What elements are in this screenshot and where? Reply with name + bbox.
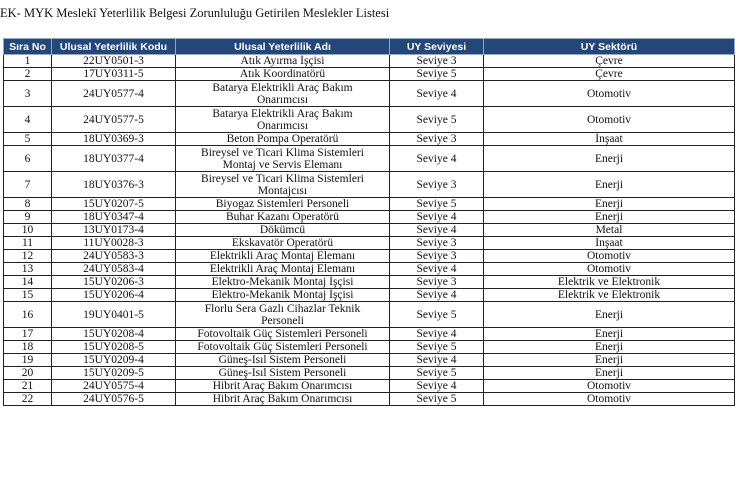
qualification-code-cell: 24UY0583-3 [52,250,176,263]
qualification-name-line: Montajcısı [257,184,308,197]
row-number-cell: 12 [4,250,52,263]
table-row [4,211,735,224]
sector-cell: Enerji [484,354,735,367]
qualification-name-line: Atık Ayırma İşçisi [240,55,325,67]
qualification-name-cell [176,328,390,341]
qualification-name-line: Hibrit Araç Bakım Onarımcısı [212,380,353,392]
qualification-code-cell: 15UY0208-5 [52,341,176,354]
level-cell: Seviye 5 [390,367,484,380]
qualification-name-cell [176,354,390,367]
qualification-name-line: Fotovoltaik Güç Sistemleri Personeli [197,328,368,340]
level-cell: Seviye 4 [390,146,484,172]
qualification-code-cell: 24UY0577-5 [52,107,176,133]
level-cell: Seviye 3 [390,133,484,146]
row-number-cell: 20 [4,367,52,380]
table-row [4,250,735,263]
qualification-name-line: Batarya Elektrikli Araç Bakım [212,81,353,94]
qualification-name-line: Güneş-Isıl Sistem Personeli [218,367,347,379]
table-row [4,198,735,211]
table-row [4,263,735,276]
qualification-name-line: Personeli [261,314,304,327]
level-cell: Seviye 3 [390,250,484,263]
sector-cell: Enerji [484,367,735,380]
qualification-code-cell: 15UY0208-4 [52,328,176,341]
table-row [4,146,735,172]
qualification-name-line: Montaj ve Servis Elemanı [222,158,343,171]
row-number-cell: 15 [4,289,52,302]
qualification-code-cell: 18UY0376-3 [52,172,176,198]
row-number-cell: 16 [4,302,52,328]
sector-cell: Otomotiv [484,380,735,393]
sector-cell: Otomotiv [484,107,735,133]
table-row [4,224,735,237]
level-cell: Seviye 3 [390,172,484,198]
qualification-name-cell [176,380,390,393]
qualification-name-line: Atık Koordinatörü [239,68,326,80]
qualification-code-cell: 18UY0377-4 [52,146,176,172]
qualification-name-cell [176,263,390,276]
sector-cell: Elektrik ve Elektronik [484,289,735,302]
qualification-name-cell [176,367,390,380]
qualification-table [3,38,735,406]
column-header-sector: UY Sektörü [484,39,735,55]
table-header-row [4,39,735,55]
sector-cell: Enerji [484,211,735,224]
qualification-name-line: Güneş-Isıl Sistem Personeli [218,354,347,366]
qualification-code-cell: 15UY0209-5 [52,367,176,380]
qualification-name-cell [176,133,390,146]
qualification-name-cell [176,211,390,224]
level-cell: Seviye 3 [390,55,484,68]
level-cell: Seviye 4 [390,328,484,341]
sector-cell: Çevre [484,68,735,81]
qualification-code-cell: 15UY0207-5 [52,198,176,211]
column-header-code: Ulusal Yeterlilik Kodu [52,39,176,55]
table-row [4,237,735,250]
sector-cell: Metal [484,224,735,237]
qualification-name-cell [176,68,390,81]
qualification-name-cell [176,237,390,250]
table-row [4,289,735,302]
table-row [4,341,735,354]
level-cell: Seviye 5 [390,107,484,133]
row-number-cell: 6 [4,146,52,172]
qualification-name-line: Beton Pompa Operatörü [226,133,339,145]
level-cell: Seviye 4 [390,354,484,367]
table-row [4,367,735,380]
qualification-name-line: Batarya Elektrikli Araç Bakım [212,107,353,120]
qualification-name-line: Elektro-Mekanik Montaj İşçisi [211,289,354,301]
qualification-name-cell [176,250,390,263]
sector-cell: Otomotiv [484,81,735,107]
row-number-cell: 22 [4,393,52,406]
table-row [4,172,735,198]
row-number-cell: 14 [4,276,52,289]
qualification-name-line: Bireysel ve Ticari Klima Sistemleri [201,146,364,159]
qualification-name-line: Bireysel ve Ticari Klima Sistemleri [201,172,364,185]
row-number-cell: 2 [4,68,52,81]
sector-cell: Enerji [484,302,735,328]
row-number-cell: 19 [4,354,52,367]
level-cell: Seviye 4 [390,380,484,393]
table-row [4,380,735,393]
table-row [4,55,735,68]
qualification-name-cell [176,341,390,354]
table-row [4,302,735,328]
table-row [4,393,735,406]
qualification-name-line: Onarımcısı [256,119,309,132]
qualification-name-cell [176,107,390,133]
qualification-name-cell [176,146,390,172]
level-cell: Seviye 5 [390,393,484,406]
qualification-code-cell: 15UY0206-3 [52,276,176,289]
column-header-no: Sıra No [4,39,52,55]
level-cell: Seviye 4 [390,263,484,276]
table-body [4,55,735,406]
sector-cell: Enerji [484,341,735,354]
row-number-cell: 7 [4,172,52,198]
table-row [4,68,735,81]
sector-cell: Çevre [484,55,735,68]
qualification-code-cell: 13UY0173-4 [52,224,176,237]
row-number-cell: 9 [4,211,52,224]
sector-cell: Enerji [484,146,735,172]
level-cell: Seviye 4 [390,289,484,302]
row-number-cell: 21 [4,380,52,393]
qualification-code-cell: 18UY0347-4 [52,211,176,224]
row-number-cell: 1 [4,55,52,68]
row-number-cell: 18 [4,341,52,354]
level-cell: Seviye 3 [390,237,484,250]
qualification-code-cell: 19UY0401-5 [52,302,176,328]
level-cell: Seviye 5 [390,68,484,81]
qualification-name-cell [176,198,390,211]
qualification-name-line: Elektrikli Araç Montaj Elemanı [209,263,356,275]
row-number-cell: 10 [4,224,52,237]
qualification-code-cell: 24UY0583-4 [52,263,176,276]
sector-cell: Otomotiv [484,263,735,276]
column-header-level: UY Seviyesi [390,39,484,55]
qualification-name-line: Onarımcısı [256,93,309,106]
qualification-name-cell [176,289,390,302]
table-row [4,354,735,367]
level-cell: Seviye 4 [390,81,484,107]
row-number-cell: 4 [4,107,52,133]
qualification-code-cell: 15UY0209-4 [52,354,176,367]
table-row [4,276,735,289]
level-cell: Seviye 4 [390,224,484,237]
sector-cell: Otomotiv [484,250,735,263]
row-number-cell: 3 [4,81,52,107]
qualification-code-cell: 22UY0501-3 [52,55,176,68]
table-row [4,328,735,341]
qualification-code-cell: 11UY0028-3 [52,237,176,250]
table-row [4,107,735,133]
qualification-name-cell [176,224,390,237]
row-number-cell: 17 [4,328,52,341]
qualification-name-cell [176,302,390,328]
level-cell: Seviye 4 [390,211,484,224]
qualification-name-cell [176,276,390,289]
qualification-code-cell: 15UY0206-4 [52,289,176,302]
qualification-code-cell: 17UY0311-5 [52,68,176,81]
qualification-code-cell: 24UY0577-4 [52,81,176,107]
qualification-name-line: Fotovoltaik Güç Sistemleri Personeli [197,341,368,353]
qualification-name-line: Buhar Kazanı Operatörü [225,211,340,223]
qualification-code-cell: 24UY0576-5 [52,393,176,406]
level-cell: Seviye 5 [390,198,484,211]
page-title: EK- MYK Meslekî Yeterlilik Belgesi Zorunluluğu Getirilen Meslekler Listesi [0,6,390,20]
qualification-name-cell [176,55,390,68]
row-number-cell: 11 [4,237,52,250]
sector-cell: Enerji [484,198,735,211]
table-row [4,133,735,146]
qualification-name-line: Elektrikli Araç Montaj Elemanı [209,250,356,262]
qualification-code-cell: 24UY0575-4 [52,380,176,393]
sector-cell: İnşaat [484,237,735,250]
qualification-name-line: Dökümcü [259,224,306,236]
sector-cell: İnşaat [484,133,735,146]
column-header-name: Ulusal Yeterlilik Adı [176,39,390,55]
sector-cell: Otomotiv [484,393,735,406]
level-cell: Seviye 5 [390,302,484,328]
level-cell: Seviye 3 [390,276,484,289]
row-number-cell: 13 [4,263,52,276]
qualification-name-cell [176,172,390,198]
table-row [4,81,735,107]
sector-cell: Enerji [484,328,735,341]
qualification-name-line: Florlu Sera Gazlı Cihazlar Teknik [204,302,361,315]
qualification-name-cell [176,81,390,107]
row-number-cell: 5 [4,133,52,146]
row-number-cell: 8 [4,198,52,211]
qualification-name-line: Elektro-Mekanik Montaj İşçisi [211,276,354,288]
qualification-name-line: Ekskavatör Operatörü [231,237,334,249]
qualification-code-cell: 18UY0369-3 [52,133,176,146]
level-cell: Seviye 5 [390,341,484,354]
qualification-name-line: Hibrit Araç Bakım Onarımcısı [212,393,353,405]
sector-cell: Elektrik ve Elektronik [484,276,735,289]
qualification-name-cell [176,393,390,406]
sector-cell: Enerji [484,172,735,198]
qualification-name-line: Biyogaz Sistemleri Personeli [215,198,350,210]
